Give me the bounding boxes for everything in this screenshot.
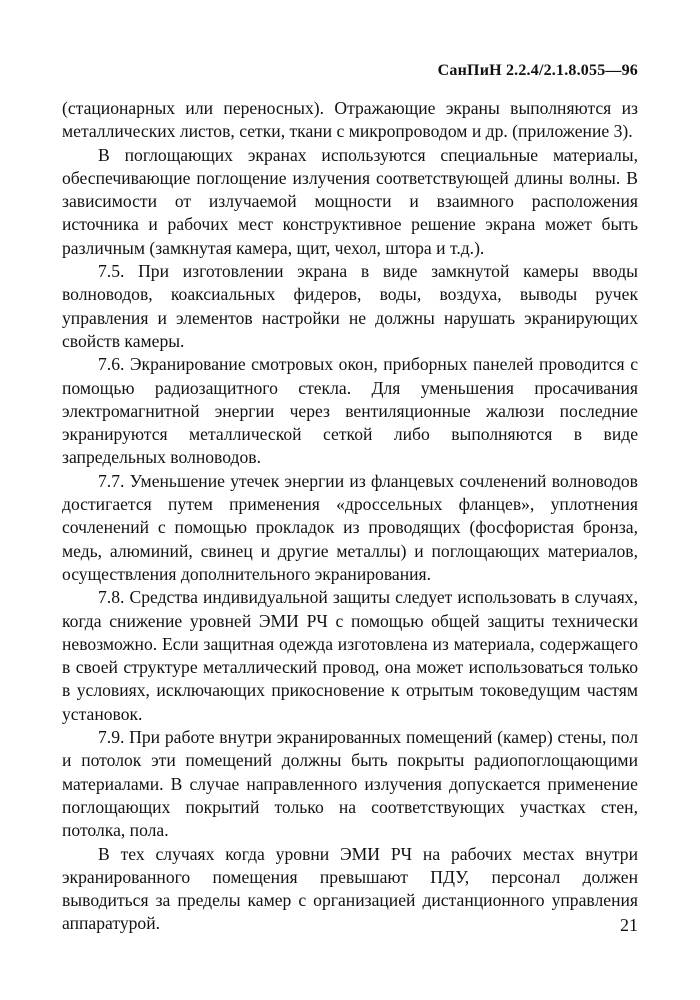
paragraph-7-5: 7.5. При изготовлении экрана в виде замкнутой камеры вводы волноводов, коаксиальных фидеров, воды, воздуха, выводы ручек управления и элементов настройки не должны нарушать экранирующих свойств камеры.	[62, 261, 638, 351]
paragraph-7-7: 7.7. Уменьшение утечек энергии из фланцевых сочленений волноводов достигается путем применения «дроссельных фланцев», уплотнения сочленений с помощью прокладок из проводящих (фосфористая бронза, медь, алюминий, свинец и другие металлы) и поглощающих материалов, осуществления дополнительного экранирования.	[62, 470, 638, 584]
paragraph-7-8: 7.8. Средства индивидуальной защиты следует использовать в случаях, когда снижение уровней ЭМИ РЧ с помощью общей защиты технически невозможно. Если защитная одежда изготовлена из материала, содержащего в своей структуре металлический провод, она может использоваться только в условиях, исключающих прикосновение к отрытым токоведущим частям установок.	[62, 587, 638, 724]
paragraph-absorbing-screens: В поглощающих экранах используются специальные материалы, обеспечивающие поглощение излучения соответствующей длины волны. В зависимости от излучаемой мощности и взаимного расположения источника и рабочих мест конструктивное решение экрана может быть различным (замкнутая камера, щит, чехол, штора и т.д.).	[62, 144, 638, 258]
page-number: 21	[620, 915, 638, 935]
paragraph-7-6: 7.6. Экранирование смотровых окон, приборных панелей проводится с помощью радиозащитного стекла. Для уменьшения просачивания электромагнитной энергии через вентиляционные жалюзи последние экранируются металлической сеткой либо выполняются в виде запредельных волноводов.	[62, 354, 638, 468]
document-code-header: СанПиН 2.2.4/2.1.8.055—96	[437, 62, 638, 79]
paragraph-continuation: (стационарных или переносных). Отражающие экраны выполняются из металлических листов, сетки, ткани с микропроводом и др. (приложение 3).	[62, 98, 638, 142]
paragraph-7-9: 7.9. При работе внутри экранированных помещений (камер) стены, пол и потолок эти помещений должны быть покрыты радиопоглощающими материалами. В случае направленного излучения допускается применение поглощающих покрытий только на соответствующих участках стен, потолка, пола.	[62, 727, 638, 841]
document-body	[62, 97, 638, 936]
paragraph-remote-control: В тех случаях когда уровни ЭМИ РЧ на рабочих местах внутри экранированного помещения превышают ПДУ, персонал должен выводиться за пределы камер с организацией дистанционного управления аппаратурой.	[62, 843, 638, 934]
